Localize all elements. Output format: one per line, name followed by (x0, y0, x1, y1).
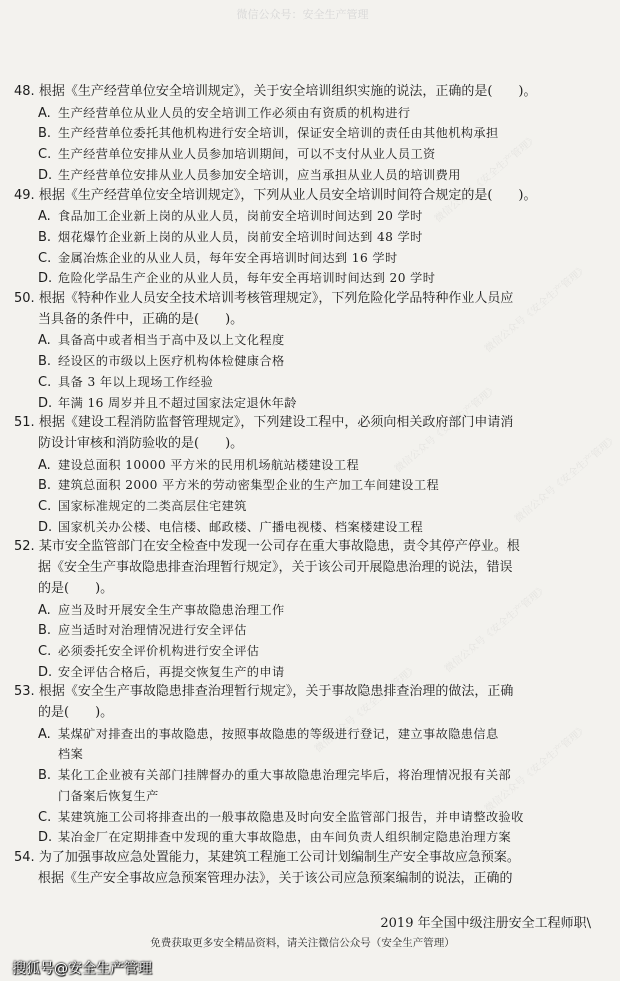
option-letter: B. (38, 126, 52, 142)
question-text: 根据《建设工程消防监督管理规定》，下列建设工程中，必须向相关政府部门申请消 (38, 415, 514, 431)
option-letter: D. (38, 830, 53, 846)
diagonal-watermark: 微信公众号《安全生产管理》 (392, 383, 500, 476)
question-text: 某市安全监管部门在安全检查中发现一公司存在重大事故隐患，责令其停产停业。根 (38, 539, 520, 555)
answer-option (38, 475, 439, 496)
diagonal-watermark: 微信公众号《安全生产管理》 (432, 133, 540, 226)
option-letter: C. (38, 643, 52, 659)
option-letter: B. (38, 354, 52, 370)
option-letter: D. (38, 167, 53, 183)
answer-option (38, 165, 461, 186)
answer-option (38, 123, 499, 144)
option-text: 国家标准规定的二类高层住宅建筑 (58, 499, 247, 513)
answer-option (38, 641, 259, 662)
option-letter: B. (38, 478, 52, 494)
top-watermark: 微信公众号：安全生产管理 (236, 8, 369, 21)
option-text: 金属冶炼企业的从业人员，每年安全再培训时间达到 16 学时 (58, 250, 398, 265)
answer-option (38, 827, 511, 848)
question-number: 54. (14, 849, 35, 865)
question-stem (14, 413, 513, 433)
option-text: 生产经营单位委托其他机构进行安全培训，保证安全培训的责任由其他机构承担 (58, 126, 499, 141)
option-letter: D. (38, 271, 53, 287)
option-text: 建筑总面积 2000 平方米的劳动密集型企业的生产加工车间建设工程 (58, 478, 440, 493)
option-text: 应当适时对治理情况进行安全评估 (58, 623, 247, 638)
option-continuation: 档案 (58, 747, 84, 762)
option-text: 生产经营单位从业人员的安全培训工作必须由有资质的机构进行 (58, 105, 411, 120)
option-text: 危险化学品生产企业的从业人员，每年安全再培训时间达到 20 学时 (58, 271, 436, 286)
question-number: 48. (14, 84, 35, 99)
question-continuation: 当具备的条件中，正确的是( )。 (38, 311, 244, 327)
question-number: 51. (14, 415, 35, 431)
option-letter: C. (38, 250, 52, 266)
footer-title: 2019 年全国中级注册安全工程师职\ (380, 916, 591, 931)
question-number: 53. (14, 684, 35, 700)
option-text: 必须委托安全评价机构进行安全评估 (58, 643, 260, 658)
option-text: 生产经营单位安排从业人员参加安全培训，应当承担从业人员的培训费用 (58, 167, 461, 182)
question-stem (14, 82, 536, 102)
question-number: 50. (14, 291, 35, 306)
option-letter: A. (38, 602, 51, 618)
answer-option (38, 268, 435, 289)
option-text: 建设总面积 10000 平方米的民用机场航站楼建设工程 (58, 457, 360, 472)
option-continuation: 门备案后恢复生产 (58, 788, 159, 803)
diagonal-watermark: 微信公众号《安全生产管理》 (442, 583, 550, 676)
question-stem (14, 289, 513, 309)
option-letter: A. (38, 333, 51, 349)
option-letter: B. (38, 229, 52, 245)
question-text: 根据《生产经营单位安全培训规定》，下列从业人员安全培训时间符合规定的是( )。 (38, 187, 537, 203)
option-text: 应当及时开展安全生产事故隐患治理工作 (58, 602, 285, 617)
answer-option (38, 372, 213, 393)
question-number: 52. (14, 539, 35, 555)
option-letter: B. (38, 768, 52, 784)
answer-option (38, 765, 511, 786)
question-continuation: 的是( )。 (38, 580, 114, 596)
answer-option (38, 206, 423, 227)
answer-option (38, 620, 247, 641)
answer-option (38, 455, 359, 476)
question-stem (14, 186, 536, 206)
question-continuation: 防设计审核和消防验收的是( )。 (38, 435, 244, 451)
option-text: 具备高中或者相当于高中及以上文化程度 (58, 333, 285, 348)
diagonal-watermark: 微信公众号《安全生产管理》 (482, 723, 590, 816)
option-letter: A. (38, 209, 51, 225)
option-letter: B. (38, 623, 52, 639)
option-text: 烟花爆竹企业新上岗的从业人员，岗前安全培训时间达到 48 学时 (58, 229, 423, 244)
answer-option (38, 103, 410, 124)
option-text: 某冶金厂在定期排查中发现的重大事故隐患，由车间负责人组织制定隐患治理方案 (58, 830, 512, 845)
option-letter: A. (38, 457, 51, 473)
option-text: 食品加工企业新上岗的从业人员，岗前安全培训时间达到 20 学时 (58, 209, 423, 224)
question-text: 根据《特种作业人员安全技术培训考核管理规定》，下列危险化学品特种作业人员应 (38, 291, 514, 306)
answer-option (38, 393, 297, 414)
diagonal-watermark: 微信公众号《安全生产管理》 (482, 263, 590, 356)
question-stem (14, 848, 520, 868)
option-letter: C. (38, 809, 52, 825)
answer-option (38, 600, 285, 621)
question-text: 根据《安全生产事故隐患排查治理暂行规定》，关于事故隐患排查治理的做法，正确 (38, 684, 514, 700)
question-continuation: 根据《生产安全事故应急预案管理办法》，关于该公司应急预案编制的说法，正确的 (38, 870, 513, 886)
option-letter: A. (38, 105, 51, 121)
option-letter: D. (38, 519, 53, 535)
answer-option (38, 724, 499, 745)
answer-option (38, 248, 398, 269)
option-letter: D. (38, 664, 53, 680)
option-letter: D. (38, 395, 53, 411)
answer-option (38, 351, 285, 372)
question-continuation: 的是( )。 (38, 705, 114, 720)
diagonal-watermark: 微信公众号《安全生产管理》 (312, 663, 420, 756)
question-stem (14, 537, 520, 557)
diagonal-watermark: 微信公众号《安全生产管理》 (512, 433, 620, 526)
option-letter: C. (38, 499, 52, 514)
question-number: 49. (14, 187, 35, 203)
answer-option (38, 227, 423, 248)
answer-option (38, 517, 423, 538)
answer-option (38, 496, 247, 517)
option-text: 某煤矿对排查出的事故隐患，按照事故隐患的等级进行登记，建立事故隐患信息 (58, 726, 499, 741)
option-letter: A. (38, 726, 51, 742)
question-continuation: 据《安全生产事故隐患排查治理暂行规定》，关于该公司开展隐患治理的说法，错误 (38, 560, 513, 576)
option-text: 某化工企业被有关部门挂牌督办的重大事故隐患治理完毕后，将治理情况报有关部 (58, 768, 512, 783)
option-text: 具备 3 年以上现场工作经验 (58, 374, 214, 389)
answer-option (38, 144, 436, 165)
option-text: 国家机关办公楼、电信楼、邮政楼、广播电视楼、档案楼建设工程 (58, 519, 424, 534)
option-text: 某建筑施工公司将排查出的一般事故隐患及时向安全监管部门报告，并申请整改验收 (58, 809, 524, 824)
footer-note: 免费获取更多安全精品资料，请关注微信公众号（安全生产管理） (150, 937, 455, 949)
sohu-watermark: 搜狐号@安全生产管理 (12, 961, 152, 977)
option-text: 安全评估合格后，再提交恢复生产的申请 (58, 664, 285, 679)
option-letter: C. (38, 147, 52, 163)
answer-option (38, 807, 524, 828)
option-text: 经设区的市级以上医疗机构体检健康合格 (58, 354, 285, 369)
question-stem (14, 682, 513, 702)
option-text: 年满 16 周岁并且不超过国家法定退休年龄 (58, 395, 297, 410)
option-letter: C. (38, 374, 52, 390)
option-text: 生产经营单位安排从业人员参加培训期间，可以不支付从业人员工资 (58, 147, 436, 162)
question-text: 为了加强事故应急处置能力，某建筑工程施工公司计划编制生产安全事故应急预案。 (38, 849, 520, 865)
question-text: 根据《生产经营单位安全培训规定》，关于安全培训组织实施的说法，正确的是( )。 (38, 84, 537, 99)
answer-option (38, 330, 285, 351)
answer-option (38, 662, 285, 683)
